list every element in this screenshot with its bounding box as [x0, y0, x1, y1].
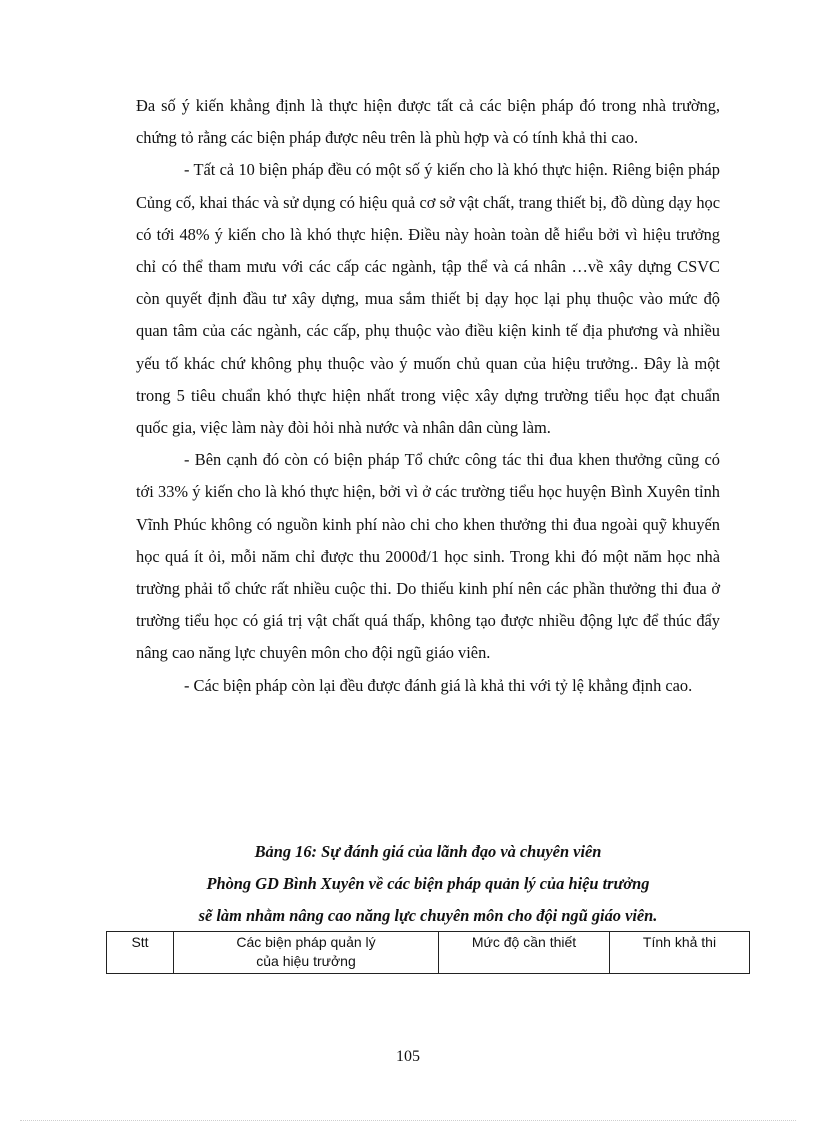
paragraph-2: - Tất cả 10 biện pháp đều có một số ý kiến cho là khó thực hiện. Riêng biện pháp Củng cố, khai thác và sử dụng có hiệu quả cơ sở vật chất, trang thiết bị, đồ dùng dạy học có tới 48% ý kiến cho là khó thực hiện. Điều này hoàn toàn dễ hiểu bởi vì hiệu trưởng chỉ có thể tham mưu với các cấp các ngành, tập thể và cá nhân …về xây dựng CSVC còn quyết định đầu tư xây dựng, mua sắm thiết bị dạy học lại phụ thuộc vào mức độ quan tâm của các ngành, các cấp, phụ thuộc vào điều kiện kinh tế địa phương và nhiều yếu tố khác chứ không phụ thuộc vào ý muốn chủ quan của hiệu trưởng.. Đây là một trong 5 tiêu chuẩn khó thực hiện nhất trong việc xây dựng trường tiểu học đạt chuẩn quốc gia, việc làm này đòi hỏi nhà nước và nhân dân cùng làm. — [136, 160, 720, 438]
paragraph-1: Đa số ý kiến khẳng định là thực hiện được tất cả các biện pháp đó trong nhà trường, chứng tỏ rằng các biện pháp được nêu trên là phù hợp và có tính khả thi cao. — [136, 96, 720, 148]
caption-line-1: Bảng 16: Sự đánh giá của lãnh đạo và chuyên viên — [254, 842, 602, 861]
caption-line-2: Phòng GD Bình Xuyên về các biện pháp quản lý của hiệu trưởng — [206, 874, 650, 893]
paragraph-4: - Các biện pháp còn lại đều được đánh giá là khả thi với tỷ lệ khẳng định cao. — [184, 675, 693, 695]
measures-table — [106, 931, 750, 974]
caption-line-3: sẽ làm nhằm nâng cao năng lực chuyên môn cho đội ngũ giáo viên. — [198, 906, 658, 925]
page-number: 105 — [396, 1048, 420, 1065]
header-measures-line-1: Các biện pháp quản lý — [236, 934, 376, 950]
header-measures — [174, 932, 439, 974]
table-caption — [106, 836, 750, 932]
header-stt: Stt — [107, 932, 174, 974]
footer-divider — [20, 1120, 796, 1121]
header-necessity: Mức độ cần thiết — [439, 932, 610, 974]
header-measures-line-2: của hiệu trưởng — [256, 953, 356, 969]
table-header-row — [107, 932, 750, 974]
paragraph-3: - Bên cạnh đó còn có biện pháp Tổ chức công tác thi đua khen thưởng cũng có tới 33% ý kiến cho là khó thực hiện, bởi vì ở các trường tiểu học huyện Bình Xuyên tỉnh Vĩnh Phúc không có nguồn kinh phí nào chi cho khen thưởng thi đua ngoài quỹ khuyến học quá ít ỏi, mỗi năm chỉ được thu 2000đ/1 học sinh. Trong khi đó một năm học nhà trường phải tổ chức rất nhiều cuộc thi. Do thiếu kinh phí nên các phần thưởng thi đua ở trường tiểu học có giá trị vật chất quá thấp, không tạo được nhiều động lực để thúc đẩy nâng cao năng lực chuyên môn cho đội ngũ giáo viên. — [136, 450, 720, 663]
header-feasibility: Tính khả thi — [610, 932, 750, 974]
body-text — [136, 90, 720, 702]
